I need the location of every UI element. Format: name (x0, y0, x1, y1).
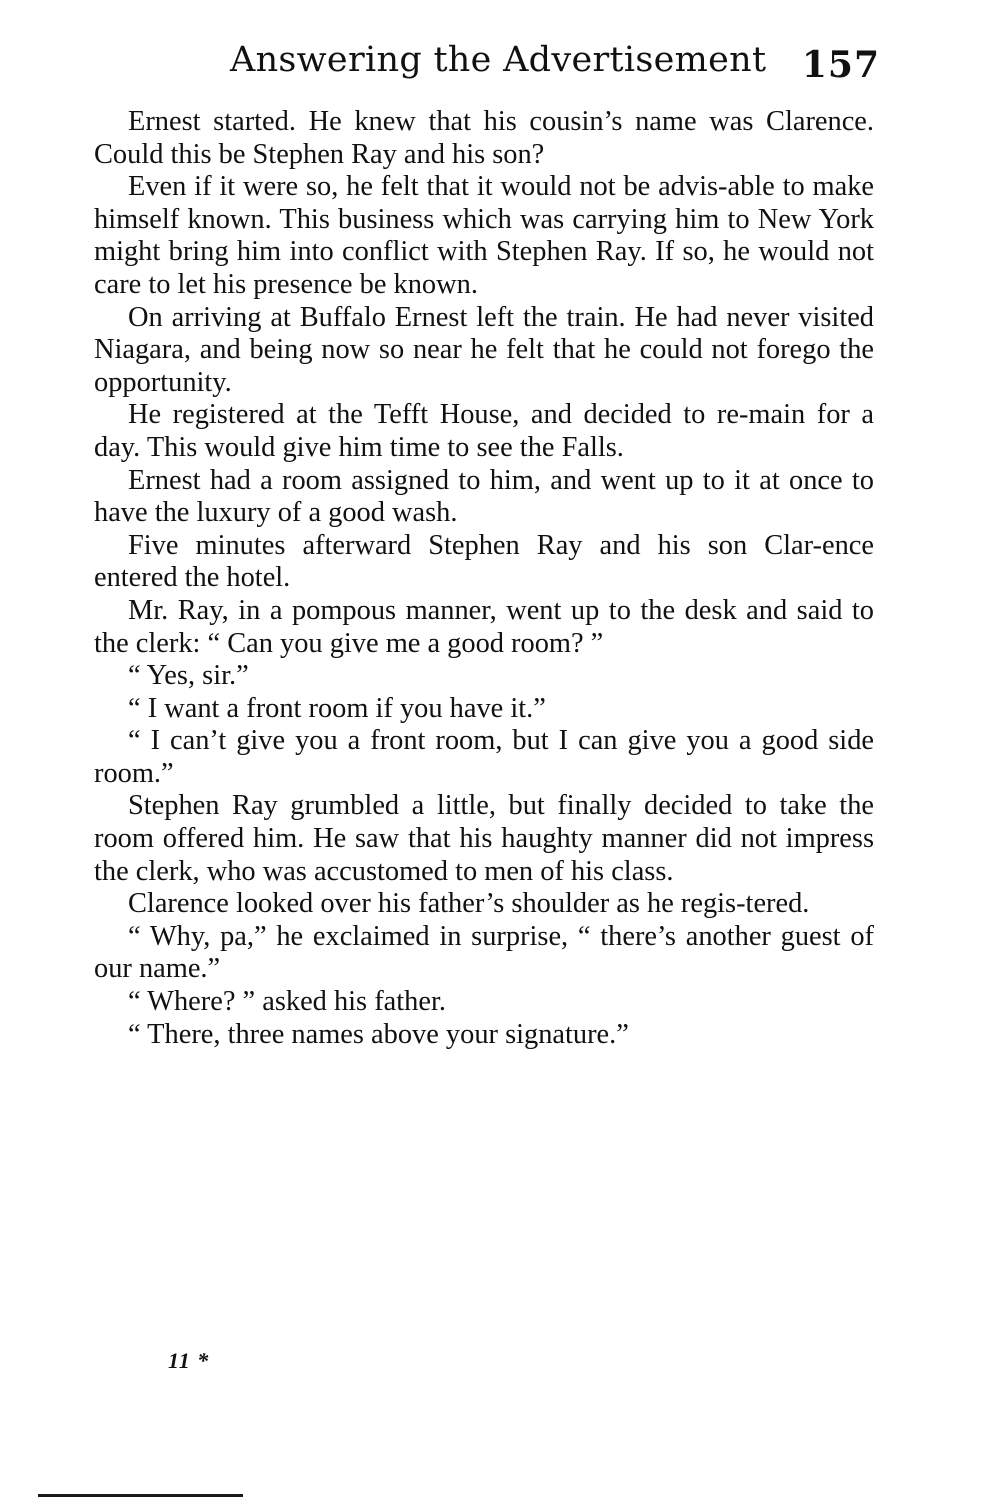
paragraph: “ There, three names above your signature.” (128, 1018, 629, 1050)
paragraph: Mr. Ray, in a pompous manner, went up to the desk and said to the clerk: “ Can you give me a good room? ” (94, 594, 874, 659)
running-title: Answering the Advertisement (230, 40, 767, 80)
running-head (230, 40, 880, 90)
paragraph: Ernest started. He knew that his cousin’s name was Clarence. Could this be Stephen Ray and his son? (94, 106, 874, 170)
paragraph: “ Yes, sir.” (128, 660, 249, 692)
paragraph: “ I want a front room if you have it.” (128, 692, 546, 724)
paragraph: Ernest had a room assigned to him, and went up to it at once to have the luxury of a good wash. (94, 464, 874, 529)
paragraph: Stephen Ray grumbled a little, but finally decided to take the room offered him. He saw that his haughty manner did not impress the clerk, who was accustomed to men of his class. (94, 790, 874, 887)
signature-mark: 11 * (168, 1348, 210, 1373)
paragraph: “ Where? ” asked his father. (128, 986, 446, 1018)
paragraph: Five minutes afterward Stephen Ray and his son Clar-ence entered the hotel. (94, 529, 874, 594)
paragraph: “ Why, pa,” he exclaimed in surprise, “ there’s another guest of our name.” (94, 920, 874, 985)
paragraph: Even if it were so, he felt that it would not be advis-able to make himself known. This business which was carrying him to New York might bring him into conflict with Stephen Ray. If so, he would not care to let his presence be known. (94, 171, 874, 300)
body-text (94, 106, 874, 1051)
page-number: 157 (801, 44, 880, 86)
paragraph: He registered at the Tefft House, and decided to re-main for a day. This would give him time to see the Falls. (94, 399, 874, 463)
bottom-rule (38, 1494, 243, 1497)
paragraph: “ I can’t give you a front room, but I can give you a good side room.” (94, 725, 874, 789)
paragraph: On arriving at Buffalo Ernest left the train. He had never visited Niagara, and being now so near he felt that he could not forego the opportunity. (94, 301, 874, 398)
paragraph: Clarence looked over his father’s shoulder as he regis-tered. (128, 888, 810, 920)
